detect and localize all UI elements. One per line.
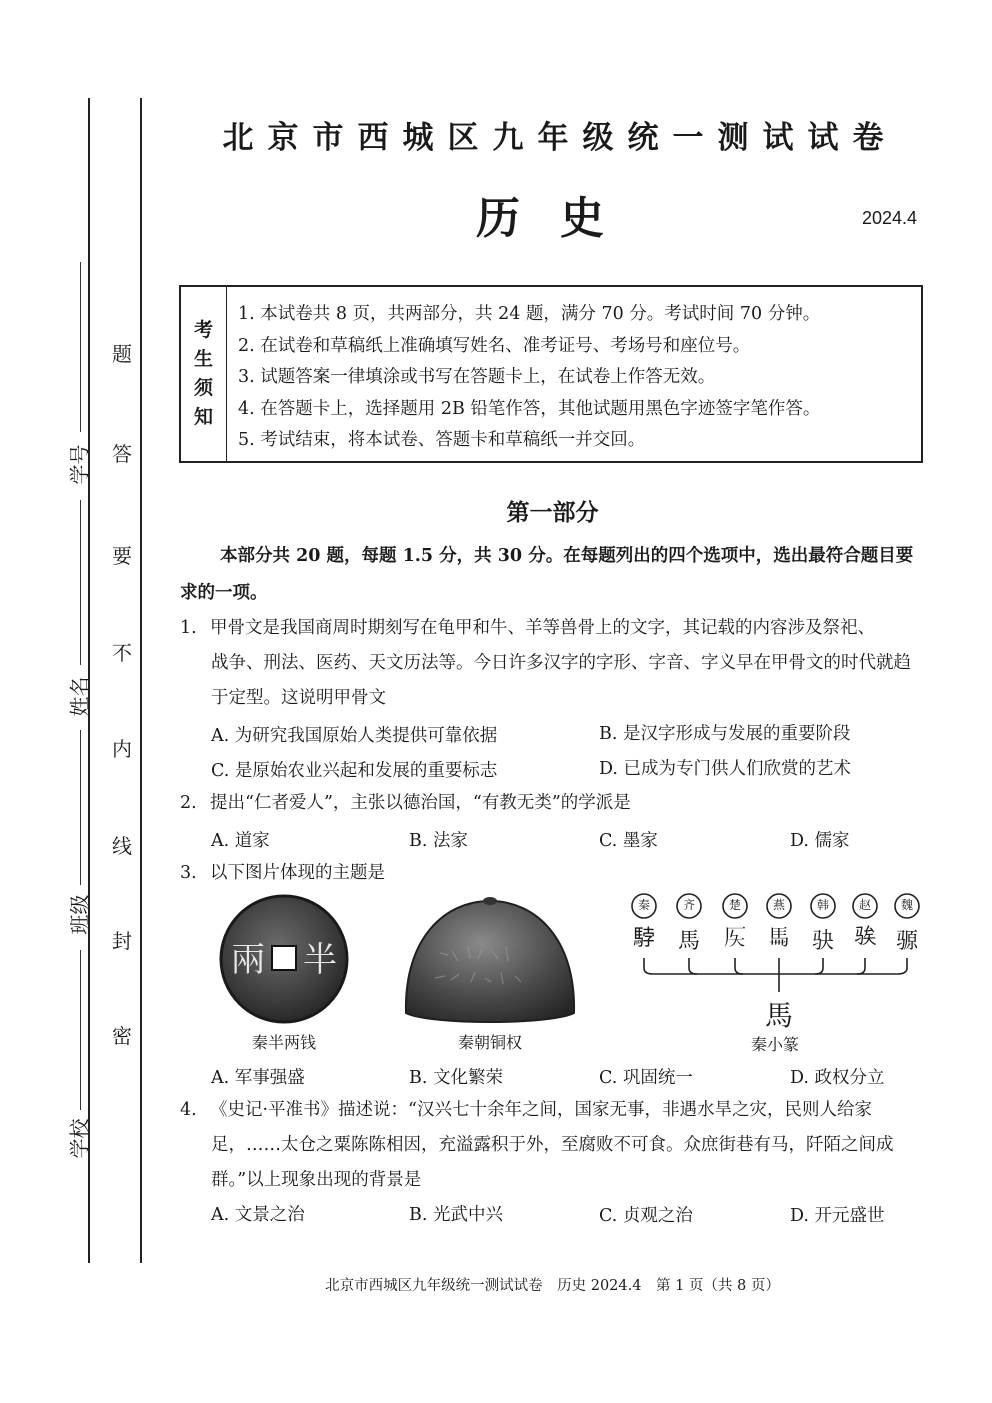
state-glyph: 𠨮 xyxy=(723,926,746,951)
state-label-wei: 魏 xyxy=(900,898,913,912)
field-label-school: 学校 xyxy=(67,1118,92,1159)
question-1-option-c[interactable]: C. 是原始农业兴起和发展的重要标志 xyxy=(211,761,498,781)
question-2-option-c[interactable]: C. 墨家 xyxy=(599,831,658,851)
seal-char: 密 xyxy=(112,1024,132,1048)
state-label-qi: 齐 xyxy=(682,898,695,912)
page-footer: 北京市西城区九年级统一测试试卷 历史 2024.4 第 1 页（共 8 页） xyxy=(325,1278,780,1294)
state-label-han: 韩 xyxy=(816,898,829,912)
question-4-stem: 4. 《史记·平准书》描述说：“汉兴七十余年之间，国家无事，非遇水旱之灾，民则人给家 xyxy=(180,1100,873,1120)
question-1-stem-continued: 战争、刑法、医药、天文历法等。今日许多汉字的字形、字音、字义早在甲骨文的时代就趋于定型。这说明甲骨文 xyxy=(211,653,911,708)
state-glyph: 𫘤 xyxy=(853,924,876,949)
notice-list xyxy=(238,299,911,457)
field-line-name[interactable] xyxy=(80,500,81,665)
question-1-stem: 1. 甲骨文是我国商周时期刻写在龟甲和牛、羊等兽骨上的文字，其记载的内容涉及祭祀、 xyxy=(180,618,875,638)
coin-char-left: 兩 xyxy=(231,940,265,980)
part-intro: 本部分共 20 题，每题 1.5 分，共 30 分。在每题列出的四个选项中，选出最符合题目要求的一项。 xyxy=(180,546,914,603)
seal-char: 内 xyxy=(112,737,132,761)
field-line-class[interactable] xyxy=(80,730,81,885)
part-title: 第一部分 xyxy=(506,499,599,526)
question-1-option-d[interactable]: D. 已成为专门供人们欣赏的艺术 xyxy=(599,759,852,779)
seal-char: 答 xyxy=(112,442,132,466)
notice-item: 4. 在答题卡上，选择题用 2B 铅笔作答，其他试题用黑色字迹签字笔作答。 xyxy=(238,398,821,419)
question-4-option-a[interactable]: A. 文景之治 xyxy=(211,1205,305,1225)
script-caption: 秦小篆 xyxy=(750,1035,799,1054)
notice-item: 5. 考试结束，将本试卷、答题卡和草稿纸一并交回。 xyxy=(238,430,646,450)
notice-heading: 考 生 须 知 xyxy=(181,287,227,461)
coin-char-right: 半 xyxy=(303,940,337,980)
coin-caption: 秦半两钱 xyxy=(251,1033,316,1052)
state-label-chu: 楚 xyxy=(728,898,741,912)
exam-title: 北京市西城区九年级统一测试试卷 xyxy=(222,120,898,156)
question-2-option-a[interactable]: A. 道家 xyxy=(211,831,270,851)
field-label-student-id: 学号 xyxy=(67,444,92,485)
question-2-option-d[interactable]: D. 儒家 xyxy=(790,831,850,851)
field-line-school[interactable] xyxy=(80,950,81,1110)
state-glyph: 馬 xyxy=(677,929,700,954)
question-1-option-a[interactable]: A. 为研究我国原始人类提供可靠依据 xyxy=(211,726,498,746)
state-glyph: 𩣡 xyxy=(632,926,655,951)
state-label-yan: 燕 xyxy=(772,898,785,912)
unified-glyph: 馬 xyxy=(764,999,793,1032)
question-1-option-b[interactable]: B. 是汉字形成与发展的重要阶段 xyxy=(599,724,851,744)
state-glyph: 𫘝 xyxy=(811,929,834,954)
notice-item: 1. 本试卷共 8 页，共两部分，共 24 题，满分 70 分。考试时间 70 分钟。 xyxy=(238,304,821,324)
coin-image xyxy=(218,893,350,1025)
weight-caption: 秦朝铜权 xyxy=(457,1033,522,1052)
question-3-option-b[interactable]: B. 文化繁荣 xyxy=(409,1068,503,1088)
state-glyph: 𩡧 xyxy=(767,926,790,951)
seal-char: 线 xyxy=(112,834,132,858)
seal-char: 封 xyxy=(112,929,132,953)
field-label-name: 姓名 xyxy=(67,676,92,717)
state-label-zhao: 赵 xyxy=(858,898,871,912)
margin-line-right xyxy=(140,98,142,1263)
seal-char: 要 xyxy=(112,544,132,568)
subject-title: 历史 xyxy=(476,193,644,244)
notice-box xyxy=(179,285,923,463)
seal-char: 题 xyxy=(112,342,132,366)
question-4-stem-continued: 足，……太仓之粟陈陈相因，充溢露积于外，至腐败不可食。众庶街巷有马，阡陌之间成群。”以上现象出现的背景是 xyxy=(211,1135,894,1190)
question-4-option-c[interactable]: C. 贞观之治 xyxy=(599,1206,693,1226)
exam-date: 2024.4 xyxy=(862,208,918,228)
bronze-weight-image xyxy=(400,893,580,1027)
question-2-stem: 2. 提出“仁者爱人”，主张以德治国，“有教无类”的学派是 xyxy=(180,793,631,813)
seal-script-diagram xyxy=(625,892,925,1052)
question-3-stem: 3. 以下图片体现的主题是 xyxy=(180,863,385,883)
question-2-option-b[interactable]: B. 法家 xyxy=(409,831,468,851)
notice-item: 2. 在试卷和草稿纸上准确填写姓名、准考证号、考场号和座位号。 xyxy=(238,335,751,356)
question-4-option-b[interactable]: B. 光武中兴 xyxy=(409,1205,503,1225)
question-4-option-d[interactable]: D. 开元盛世 xyxy=(790,1206,885,1226)
state-glyph: 𫘪 xyxy=(895,929,918,954)
question-3-option-d[interactable]: D. 政权分立 xyxy=(790,1068,885,1088)
question-3-option-a[interactable]: A. 军事强盛 xyxy=(211,1068,305,1088)
state-label-qin: 秦 xyxy=(637,898,650,912)
question-3-option-c[interactable]: C. 巩固统一 xyxy=(599,1068,693,1088)
seal-char: 不 xyxy=(112,641,132,665)
field-line-student-id[interactable] xyxy=(80,262,81,432)
notice-item: 3. 试题答案一律填涂或书写在答题卡上，在试卷上作答无效。 xyxy=(238,367,716,387)
field-label-class: 班级 xyxy=(67,894,92,935)
